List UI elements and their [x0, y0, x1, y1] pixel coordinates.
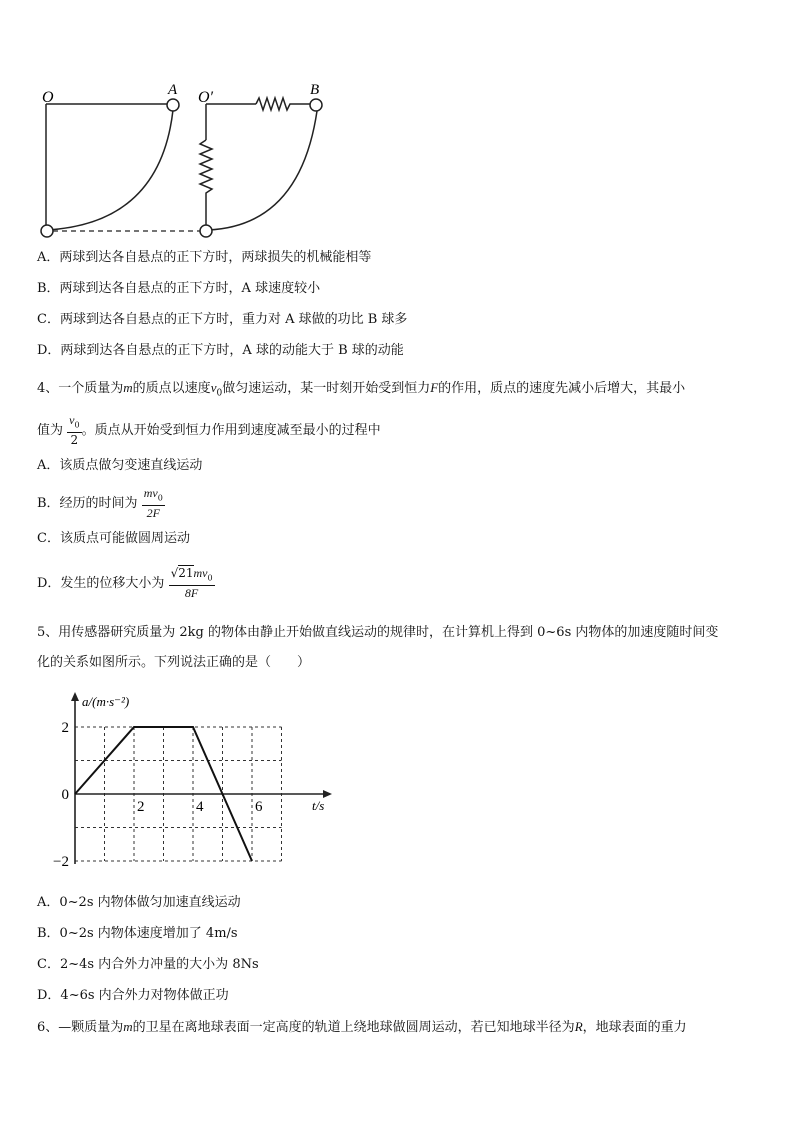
symbol-m: m — [123, 380, 133, 395]
label-o-prime: O′ — [198, 89, 214, 106]
x-axis-arrow — [323, 790, 332, 798]
q3-option-d: D．两球到达各自悬点的正下方时，A 球的动能大于 B 球的动能 — [37, 343, 404, 358]
q5-option-d: D．4~6s 内合外力对物体做正功 — [37, 988, 229, 1003]
pendulum-figure — [36, 78, 336, 243]
y-axis-label: a/(m·s⁻²) — [82, 694, 130, 709]
y-axis-arrow — [71, 692, 79, 701]
d-den: 8F — [184, 586, 199, 601]
ball-a-end — [41, 225, 53, 237]
x-tick-label: 2 — [137, 799, 145, 815]
b-den: 2F — [146, 506, 160, 521]
b-num-sub: 0 — [157, 493, 163, 503]
frac-den: 2 — [70, 433, 79, 448]
q5-option-a: A．0~2s 内物体做匀加速直线运动 — [37, 895, 241, 910]
q4-stem-line2 — [37, 413, 381, 448]
spring-horizontal — [256, 98, 314, 110]
label-b: B — [310, 82, 320, 98]
q5-stem-line1: 5、用传感器研究质量为 2kg 的物体由静止开始做直线运动的规律时，在计算机上得到 0~6s 内物体的加速度随时间变 — [37, 625, 719, 640]
q4-option-d — [37, 566, 215, 601]
frac-num: v — [69, 413, 75, 427]
q4-option-d-text: D．发生的位移大小为 — [37, 576, 165, 592]
sqrt-sign: √ — [170, 566, 179, 580]
y-tick-label: −2 — [53, 854, 69, 870]
symbol-r: R — [574, 1019, 583, 1034]
label-o: O — [42, 89, 54, 106]
q4-option-b-text: B．经历的时间为 — [37, 496, 138, 512]
q5-option-c: C．2~4s 内合外力冲量的大小为 8Ns — [37, 957, 259, 972]
q5-stem-line2: 化的关系如图所示。下列说法正确的是（ ） — [37, 655, 311, 670]
q6-stem-line1 — [37, 1018, 687, 1037]
b-num: mv — [143, 486, 158, 500]
q4-stem-text-2: 的质点以速度 — [132, 381, 211, 396]
symbol-m-q6: m — [123, 1019, 133, 1034]
q4-option-c: C．该质点可能做圆周运动 — [37, 531, 190, 546]
x-axis-label: t/s — [312, 798, 325, 813]
sqrt-radicand: 21 — [178, 566, 194, 580]
fraction-sqrt21-mv0-over-8f — [169, 566, 215, 601]
q4-stem-text-6: 。质点从开始受到恒力作用到速度减至最小的过程中 — [81, 423, 381, 439]
fraction-mv0-over-2f — [142, 486, 165, 521]
acceleration-time-chart — [50, 686, 350, 871]
x-tick-label: 4 — [196, 799, 204, 815]
symbol-v0-sub: 0 — [216, 388, 223, 399]
x-tick-label: 6 — [255, 799, 263, 815]
ball-a-start — [167, 99, 179, 111]
q6-stem-text-3: ，地球表面的重力 — [582, 1020, 687, 1035]
d-num-sub: 0 — [207, 573, 213, 583]
y-tick-label: 2 — [61, 720, 69, 736]
q4-option-a: A．该质点做匀变速直线运动 — [37, 458, 203, 473]
ball-b-end — [200, 225, 212, 237]
frac-num-sub: 0 — [74, 420, 80, 430]
q4-stem-line1 — [37, 379, 685, 403]
y-tick-label: 0 — [61, 787, 69, 803]
q3-option-a: A．两球到达各自悬点的正下方时，两球损失的机械能相等 — [37, 250, 372, 265]
q4-stem-text-4: 的作用，质点的速度先减小后增大，其最小 — [438, 381, 686, 396]
q4-stem-text-3: 做匀速运动，某一时刻开始受到恒力 — [222, 381, 431, 396]
q4-stem-text-5: 值为 — [37, 423, 64, 439]
q6-stem-text-1: 6、—颗质量为 — [37, 1020, 124, 1035]
fraction-v0-over-2 — [67, 413, 81, 448]
q4-option-b — [37, 486, 165, 521]
d-num: mv — [193, 566, 208, 580]
label-a: A — [168, 82, 178, 98]
q3-option-b: B．两球到达各自悬点的正下方时，A 球速度较小 — [37, 281, 321, 296]
ball-b-start — [310, 99, 322, 111]
q5-option-b: B．0~2s 内物体速度增加了 4m/s — [37, 926, 238, 941]
q6-stem-text-2: 的卫星在离地球表面一定高度的轨道上绕地球做圆周运动，若已知地球半径为 — [132, 1020, 575, 1035]
symbol-f: F — [430, 380, 439, 395]
q3-option-c: C．两球到达各自悬点的正下方时，重力对 A 球做的功比 B 球多 — [37, 312, 408, 327]
q4-stem-text-1: 4、一个质量为 — [37, 381, 124, 396]
spring-vertical — [200, 140, 212, 225]
symbol-v0: v — [210, 380, 217, 395]
